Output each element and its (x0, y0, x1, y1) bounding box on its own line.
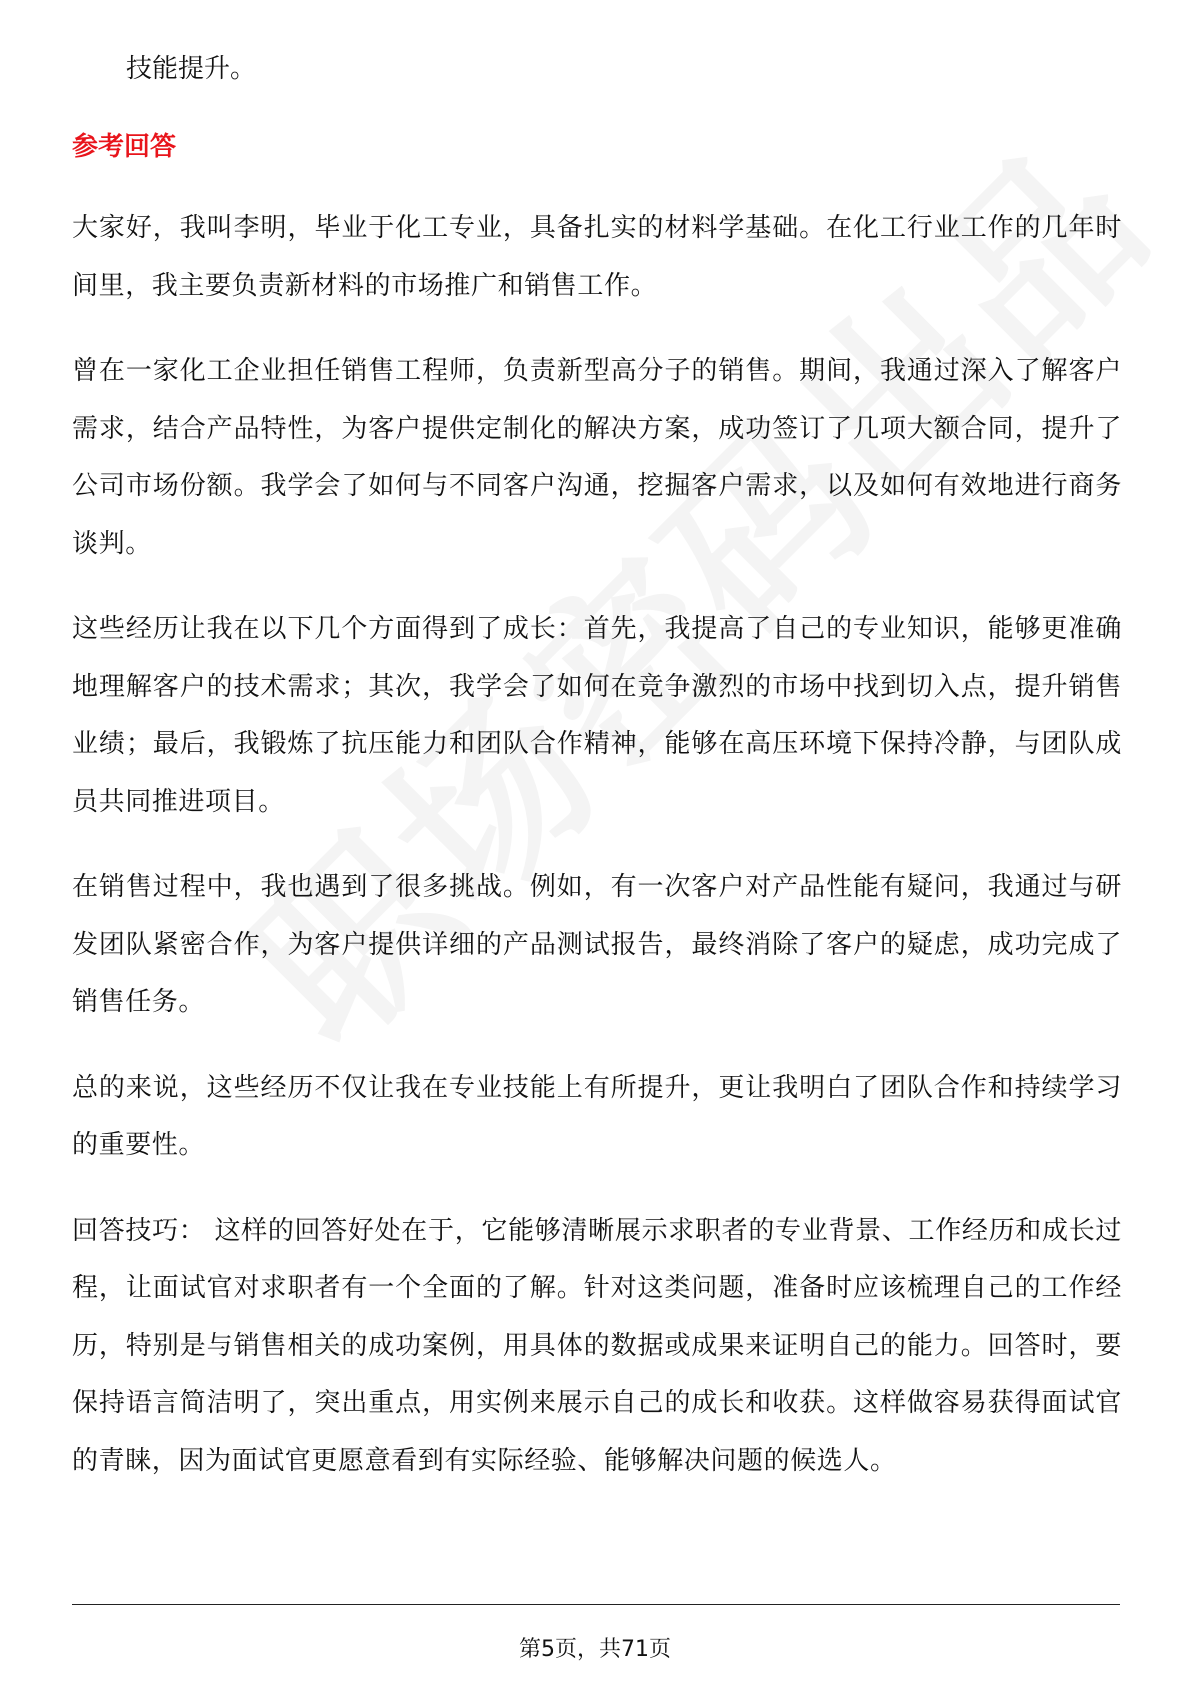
paragraph: 曾在一家化工企业担任销售工程师，负责新型高分子的销售。期间，我通过深入了解客户需求，结合产品特性，为客户提供定制化的解决方案，成功签订了几项大额合同，提升了公司市场份额。我学会了如何与不同客户沟通，挖掘客户需求，以及如何有效地进行商务谈判。 (72, 356, 1122, 559)
paragraph: 大家好，我叫李明，毕业于化工专业，具备扎实的材料学基础。在化工行业工作的几年时间里，我主要负责新材料的市场推广和销售工作。 (72, 213, 1122, 301)
section-title: 参考回答 (72, 132, 177, 162)
paragraph: 这些经历让我在以下几个方面得到了成长：首先，我提高了自己的专业知识，能够更准确地理解客户的技术需求；其次，我学会了如何在竞争激烈的市场中找到切入点，提升销售业绩；最后，我锻炼了抗压能力和团队合作精神，能够在高压环境下保持冷静，与团队成员共同推进项目。 (72, 614, 1122, 817)
continued-text: 技能提升。 (126, 54, 257, 84)
paragraph: 在销售过程中，我也遇到了很多挑战。例如，有一次客户对产品性能有疑问，我通过与研发团队紧密合作，为客户提供详细的产品测试报告，最终消除了客户的疑虑，成功完成了销售任务。 (72, 872, 1122, 1017)
footer-divider (72, 1604, 1120, 1605)
document-body (72, 46, 1122, 1490)
paragraph: 总的来说，这些经历不仅让我在专业技能上有所提升，更让我明白了团队合作和持续学习的重要性。 (72, 1072, 1122, 1160)
answer-tips-paragraph: 回答技巧： 这样的回答好处在于，它能够清晰展示求职者的专业背景、工作经历和成长过程，让面试官对求职者有一个全面的了解。针对这类问题，准备时应该梳理自己的工作经历，特别是与销售相关的成功案例，用具体的数据或成果来证明自己的能力。回答时，要保持语言简洁明了，突出重点，用实例来展示自己的成长和收获。这样做容易获得面试官的青睐，因为面试官更愿意看到有实际经验、能够解决问题的候选人。 (72, 1215, 1122, 1476)
page-number: 第5页，共71页 (519, 1637, 671, 1662)
